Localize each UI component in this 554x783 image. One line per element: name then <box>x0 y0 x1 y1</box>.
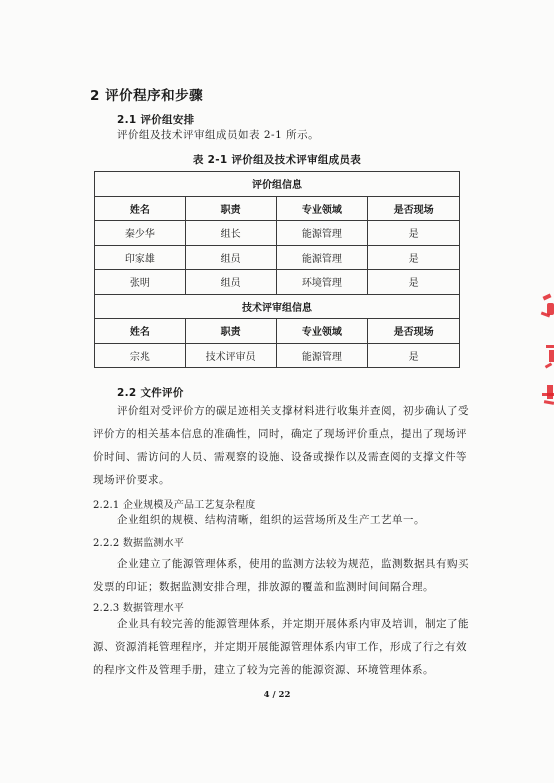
subsection-2-2-line: 价时间、需访问的人员、需观察的设施、设备或操作以及需查阅的支撑文件等 <box>93 451 467 463</box>
header-field: 专业领域 <box>276 319 368 344</box>
subsection-2-2-3-line: 源、资源消耗管理程序，并定期开展能源管理体系内审工作，形成了行之有效 <box>93 641 467 653</box>
header-field: 专业领域 <box>276 196 368 221</box>
subsection-2-2-1-text: 企业组织的规模、结构清晰，组织的运营场所及生产工艺单一。 <box>117 514 425 526</box>
section-heading: 2 评价程序和步骤 <box>90 88 204 104</box>
subsection-heading-2-1: 2.1 评价组安排 <box>117 114 195 126</box>
group-title-evaluation: 评价组信息 <box>95 172 460 197</box>
header-name: 姓名 <box>95 319 186 344</box>
subsection-heading-2-2-3: 2.2.3 数据管理水平 <box>93 603 185 614</box>
cell-name: 宗兆 <box>95 343 186 368</box>
group-title-technical-review: 技术评审组信息 <box>95 294 460 319</box>
header-onsite: 是否现场 <box>368 319 460 344</box>
cell-onsite: 是 <box>368 270 460 295</box>
subsection-heading-2-2: 2.2 文件评价 <box>117 387 184 399</box>
subsection-2-2-line: 评价组对受评价方的碳足迹相关支撑材料进行收集并查阅，初步确认了受 <box>117 405 469 417</box>
cell-role: 组员 <box>185 270 276 295</box>
header-onsite: 是否现场 <box>368 196 460 221</box>
table-row <box>95 270 460 295</box>
header-role: 职责 <box>185 196 276 221</box>
subsection-2-2-line: 现场评价要求。 <box>93 474 170 486</box>
subsection-2-2-3-line: 企业具有较完善的能源管理体系，并定期开展体系内审及培训，制定了能 <box>117 618 469 630</box>
subsection-heading-2-2-2: 2.2.2 数据监测水平 <box>93 538 185 549</box>
table-group-row <box>95 172 460 197</box>
cell-role: 技术评审员 <box>185 343 276 368</box>
table-group-row <box>95 294 460 319</box>
table-caption: 表 2-1 评价组及技术评审组成员表 <box>192 154 362 166</box>
cell-name: 秦少华 <box>95 221 186 246</box>
subsection-2-2-3-line: 的程序文件及管理手册，建立了较为完善的能源资源、环境管理体系。 <box>93 664 434 676</box>
subsection-2-2-2-line: 企业建立了能源管理体系，使用的监测方法较为规范，监测数据具有购买 <box>117 558 469 570</box>
cell-field: 能源管理 <box>276 245 368 270</box>
cell-onsite: 是 <box>368 343 460 368</box>
table-row <box>95 245 460 270</box>
table-header-row <box>95 196 460 221</box>
subsection-2-2-line: 评价方的相关基本信息的准确性，同时，确定了现场评价重点，提出了现场评 <box>93 428 467 440</box>
cell-role: 组长 <box>185 221 276 246</box>
cell-name: 印家雄 <box>95 245 186 270</box>
subsection-2-1-text: 评价组及技术评审组成员如表 2-1 所示。 <box>117 129 320 141</box>
subsection-heading-2-2-1: 2.2.1 企业规模及产品工艺复杂程度 <box>93 500 256 511</box>
cell-onsite: 是 <box>368 245 460 270</box>
cell-field: 能源管理 <box>276 221 368 246</box>
cell-field: 能源管理 <box>276 343 368 368</box>
cell-field: 环境管理 <box>276 270 368 295</box>
table-row <box>95 221 460 246</box>
members-table <box>94 171 460 368</box>
header-role: 职责 <box>185 319 276 344</box>
cell-onsite: 是 <box>368 221 460 246</box>
page-number: 4 / 22 <box>263 690 291 700</box>
cell-name: 张明 <box>95 270 186 295</box>
header-name: 姓名 <box>95 196 186 221</box>
subsection-2-2-2-line: 发票的印证；数据监测安排合理，排放源的覆盖和监测时间间隔合理。 <box>93 581 434 593</box>
table-header-row <box>95 319 460 344</box>
table-row <box>95 343 460 368</box>
cell-role: 组员 <box>185 245 276 270</box>
